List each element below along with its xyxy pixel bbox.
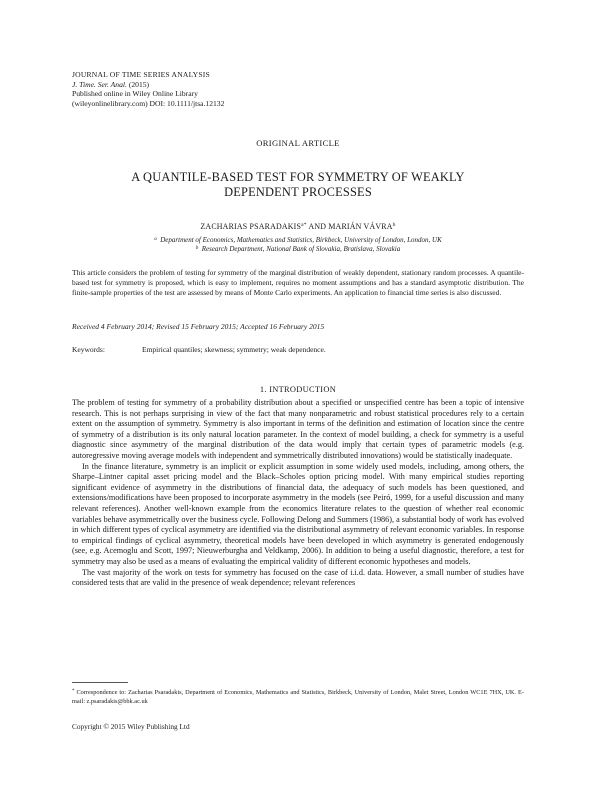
keywords-label: Keywords:: [72, 345, 105, 354]
author-1: ZACHARIAS PSARADAKIS: [200, 222, 302, 231]
article-title: [72, 170, 524, 200]
author-1-mark: a*: [301, 222, 307, 228]
footnote-text: Correspondence to: Zacharias Psaradakis, Department of Economics, Mathematics and Statistics, Birkbeck, University of London, Malet Street, London WC1E 7HX, UK. E-mail: z.psaradakis@bbk.ac.uk: [72, 689, 524, 705]
paragraph: The vast majority of the work on tests for symmetry has focused on the case of i.i.d. data. However, a small number of studies have considered tests that are valid in the presence of weak dependence; relevant references: [72, 567, 524, 588]
author-2: MARIÁN VÁVRA: [328, 222, 393, 231]
journal-name: JOURNAL OF TIME SERIES ANALYSIS: [72, 70, 210, 79]
doi-line: (wileyonlinelibrary.com) DOI: 10.1111/jtsa.12132: [72, 98, 225, 108]
footnote-rule: [72, 682, 128, 683]
copyright: Copyright © 2015 Wiley Publishing Ltd: [72, 722, 190, 731]
journal-abbrev: J. Time. Ser. Anal.: [72, 79, 127, 89]
affiliation-b-mark: b: [195, 246, 199, 251]
journal-citation: [72, 80, 224, 90]
affiliation-b-text: Research Department, National Bank of Slovakia, Bratislava, Slovakia: [201, 245, 401, 253]
author-line: [0, 222, 596, 231]
received-dates: Received 4 February 2014; Revised 15 February 2015; Accepted 16 February 2015: [72, 322, 325, 331]
author-2-mark: b: [392, 222, 396, 228]
footnote: [72, 688, 524, 706]
footnote-mark: *: [72, 689, 75, 694]
paragraph: The problem of testing for symmetry of a probability distribution about a specified or unspecified centre has been a topic of intensive research. This is not perhaps surprising in view of the fact that many nonparametric and robust statistical procedures rely to a certain extent on the assumption of symmetry. Symmetry is also important in terms of the definition and estimation of location since the centre of symmetry of a distribution is its only natural location parameter. In the context of model building, a check for symmetry is a useful diagnostic since asymmetry of the marginal distribution of the data would imply that certain types of parametric models (e.g. autoregressive moving average models with independent and symmetrically distributed innovations) would be statistically inadequate.: [72, 398, 524, 460]
journal-header: [72, 70, 224, 108]
journal-year: (2015): [128, 79, 150, 89]
affiliation-a: [0, 236, 596, 244]
title-line-2: DEPENDENT PROCESSES: [224, 185, 372, 199]
keywords: [72, 345, 524, 354]
article-type: ORIGINAL ARTICLE: [256, 138, 340, 148]
keywords-text: Empirical quantiles; skewness; symmetry; weak dependence.: [142, 345, 326, 354]
paragraph: In the finance literature, symmetry is an implicit or explicit assumption in some widely used models, including, among others, the Sharpe–Lintner capital asset pricing model and the Black–Scholes option pricing model. With many empirical studies reporting significant evidence of asymmetry in the distributions of financial data, the adequacy of such models has been questioned, and extensions/modifications have been proposed to incorporate asymmetry in the models (see Peiró, 1999, for a useful discussion and many relevant references). Another well-known example from the economics literature relates to the question of whether real economic variables behave asymmetrically over the business cycle. Following Delong and Summers (1986), a substantial body of work has evolved in which different types of cyclical asymmetry are identified via the distributional asymmetry of relevant economic variables. In response to empirical findings of cyclical asymmetry, theoretical models have been developed in which asymmetry is generated endogenously (see, e.g. Acemoglu and Scott, 1997; Nieuwerburgha and Veldkamp, 2006). In addition to being a useful diagnostic, therefore, a test for symmetry may also be used as a means of evaluating the empirical validity of different economic hypotheses and models.: [72, 461, 524, 566]
author-conjunction: AND: [308, 222, 327, 231]
affiliation-b: [0, 245, 596, 253]
abstract: This article considers the problem of testing for symmetry of the marginal distribution of weakly dependent, stationary random processes. A quantile-based test for symmetry is proposed, which is easy to implement, requires no moment assumptions and has a standard asymptotic distribution. The finite-sample properties of the test are assessed by means of Monte Carlo experiments. An application to financial time series is also discussed.: [72, 268, 524, 297]
online-note: Published online in Wiley Online Library: [72, 89, 198, 99]
title-line-1: A QUANTILE-BASED TEST FOR SYMMETRY OF WEAKLY: [131, 170, 465, 184]
body-text: [72, 398, 524, 589]
affiliation-a-text: Department of Economics, Mathematics and Statistics, Birkbeck, University of London, London, UK: [160, 236, 442, 244]
affiliation-a-mark: a: [154, 237, 157, 242]
section-heading: 1. INTRODUCTION: [259, 385, 337, 394]
